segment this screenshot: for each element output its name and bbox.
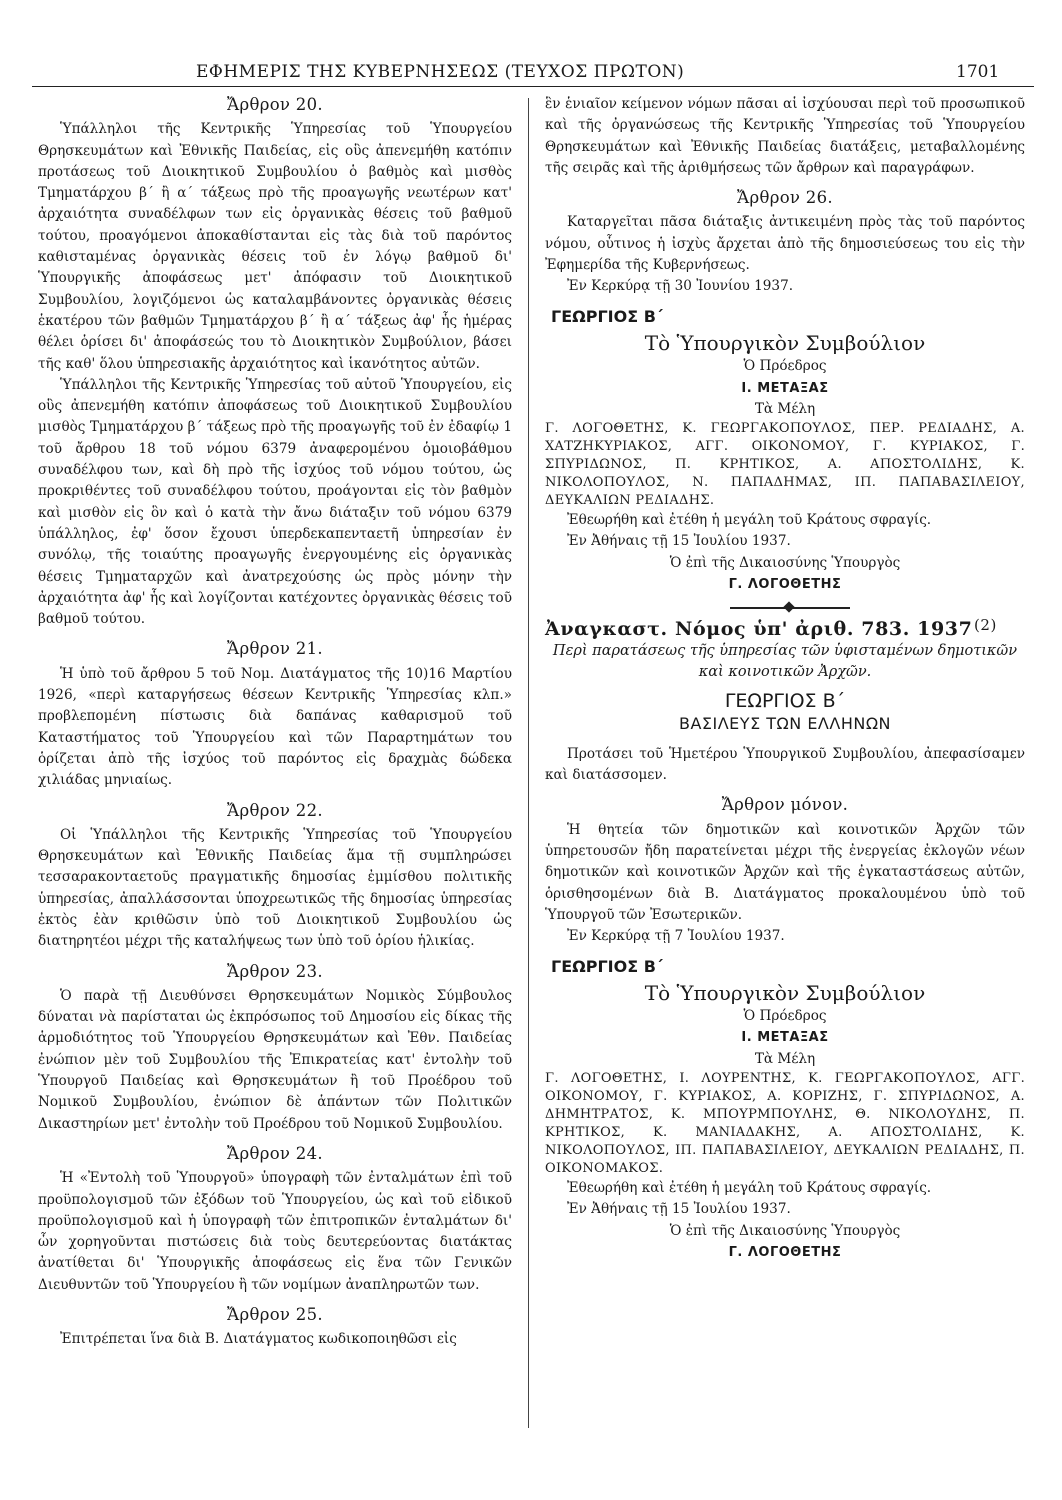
- article-20-heading: Ἄρθρον 20.: [227, 95, 323, 114]
- law-marker: (2): [973, 616, 997, 635]
- king-signature-1: ΓΕΩΡΓΙΟΣ Β΄: [551, 306, 663, 326]
- president-label-2: Ὁ Πρόεδρος: [743, 1008, 827, 1025]
- article-26-paragraph: Καταργεῖται πᾶσα διάταξις ἀντικειμένη πρὸς τὰς τοῦ παρόντος νόμου, οὗτινος ἡ ἰσχὺς ἄρχεται ἀπὸ τῆς δημοσιεύσεως του εἰς τὴν Ἐφημερίδα τῆς Κυβερνήσεως.: [545, 214, 1025, 274]
- article-26-heading: Ἄρθρον 26.: [737, 188, 833, 208]
- seal-note-1: Ἐθεωρήθη καὶ ἐτέθη ἡ μεγάλη τοῦ Κράτους σφραγίς.: [567, 512, 932, 529]
- king-title-2: ΒΑΣΙΛΕΥΣ ΤΩΝ ΕΛΛΗΝΩΝ: [678, 713, 892, 733]
- header-rule: [32, 86, 1034, 87]
- column-divider: [528, 98, 529, 1428]
- page-number: 1701: [956, 62, 1000, 82]
- law-title-text: Ἀναγκαστ. Νόμος ὑπ' ἀριθ. 783. 1937: [545, 618, 973, 641]
- article-21-paragraph: Ἡ ὑπὸ τοῦ ἄρθρου 5 τοῦ Νομ. Διατάγματος τῆς 10)16 Μαρτίου 1926, «περὶ καταργήσεως θέσεων Κεντρικῆς Ὑπηρεσίας κλπ.» προβλεπομένη πίστωσις διὰ δαπάνας καθαρισμοῦ τοῦ Καταστήματος τοῦ Ὑπουργείου καὶ τῶν Παραρτημάτων του ὁρίζεται ἀπὸ τῆς ἰσχύος τοῦ παρόντος εἰς δραχμὰς δώδεκα χιλιάδας μηνιαίως.: [38, 665, 512, 789]
- article-24-paragraph: Ἡ «Ἐντολὴ τοῦ Ὑπουργοῦ» ὑπογραφὴ τῶν ἐνταλμάτων ἐπὶ τοῦ προϋπολογισμοῦ τῶν ἐξόδων τοῦ Ὑπουργείου, ὡς καὶ τοῦ εἰδικοῦ προϋπολογισμοῦ καὶ ἡ ὑπογραφὴ τῶν ἐπιτροπικῶν ἐνταλμάτων δι' ὧν χορηγοῦνται πιστώσεις διὰ τοὺς δευτερεύοντας διατάκτας ἀνατίθεται δι' Ὑπουργικῆς ἀποφάσεως εἰς ἕνα τῶν Γενικῶν Διευθυντῶν τοῦ Ὑπουργείου ἢ τῶν νομίμων ἀναπληρωτῶν των.: [38, 1170, 512, 1293]
- king-name-2: ΓΕΩΡΓΙΟΣ Β΄: [724, 690, 846, 713]
- sole-article-heading: Ἄρθρον μόνον.: [721, 795, 849, 815]
- minister-name-1: Γ. ΛΟΓΟΘΕΤΗΣ: [728, 577, 842, 593]
- section-ornament: [545, 601, 1025, 615]
- members-list-1: Γ. ΛΟΓΟΘΕΤΗΣ, Κ. ΓΕΩΡΓΑΚΟΠΟΥΛΟΣ, ΠΕΡ. ΡΕΔΙΑΔΗΣ, Α. ΧΑΤΖΗΚΥΡΙΑΚΟΣ, ΑΓΓ. ΟΙΚΟΝΟΜΟΥ, Γ. ΚΥΡΙΑΚΟΣ, Γ. ΣΠΥΡΙΔΩΝΟΣ, Π. ΚΡΗΤΙΚΟΣ, Α. ΑΠΟΣΤΟΛΙΔΗΣ, Κ. ΝΙΚΟΛΟΠΟΥΛΟΣ, Ν. ΠΑΠΑΔΗΜΑΣ, ΙΠ. ΠΑΠΑΒΑΣΙΛΕΙΟΥ, ΔΕΥΚΑΛΙΩΝ ΡΕΔΙΑΔΗΣ.: [545, 421, 1025, 509]
- minister-name-2: Γ. ΛΟΓΟΘΕΤΗΣ: [728, 1244, 842, 1260]
- members-label-1: Τὰ Μέλη: [754, 400, 816, 417]
- place-date-corfu-1: Ἐν Κερκύρᾳ τῇ 30 Ἰουνίου 1937.: [567, 278, 794, 295]
- minister-label-2: Ὁ ἐπὶ τῆς Δικαιοσύνης Ὑπουργὸς: [669, 1222, 901, 1239]
- article-20-paragraph-1: Ὑπάλληλοι τῆς Κεντρικῆς Ὑπηρεσίας τοῦ Ὑπουργείου Θρησκευμάτων καὶ Ἐθνικῆς Παιδείας, εἰς οὓς ἀπενεμήθη κατόπιν προτάσεως τοῦ Διοικητικοῦ Συμβουλίου ὁ βαθμὸς καὶ μισθὸς Τμηματάρχου β΄ ἢ α΄ τάξεως πρὸ τῆς προαγωγῆς νεωτέρων κατ' ἀρχαιότητα συναδέλφων των εἰς ὀργανικὰς θέσεις τοῦ βαθμοῦ τούτου, προαγόμενοι ἀποκαθίστανται εἰς τὰς διὰ τοῦ παρόντος καθισταμένας ὀργανικὰς θέσεις τοῦ ἐν λόγῳ βαθμοῦ δι' Ὑπουργικῆς ἀποφάσεως μετ' ἀπόφασιν τοῦ Διοικητικοῦ Συμβουλίου, λογιζόμενοι ὡς καταλαμβάνοντες ὀργανικὰς θέσεις ἑκατέρου τῶν βαθμῶν Τμηματάρχου β΄ ἢ α΄ τάξεως ἀφ' ἧς ἡμέρας θέλει ὁρίσει δι' ἀποφάσεώς του τὸ Διοικητικὸν Συμβούλιον, βάσει τῆς καθ' ὅλου ὑπηρεσιακῆς ἀρχαιότητος καὶ ἱκανότητος αὐτῶν.: [38, 121, 512, 372]
- place-date-corfu-2: Ἐν Κερκύρᾳ τῇ 7 Ἰουλίου 1937.: [567, 928, 785, 945]
- law-subject: Περὶ παρατάσεως τῆς ὑπηρεσίας τῶν ὑφισταμένων δημοτικῶν καὶ κοινοτικῶν Ἀρχῶν.: [552, 642, 1018, 680]
- athens-date-2: Ἐν Ἀθήναις τῇ 15 Ἰουλίου 1937.: [567, 1201, 791, 1218]
- continuation-paragraph: ἓν ἑνιαῖον κείμενον νόμων πᾶσαι αἱ ἰσχύουσαι περὶ τοῦ προσωπικοῦ καὶ τῆς ὀργανώσεως τῆς Κεντρικῆς Ὑπηρεσίας τοῦ Ὑπουργείου Θρησκευμάτων καὶ Ἐθνικῆς Παιδείας διατάξεις, μεταβαλλομένης τῆς σειρᾶς καὶ τῆς ἀριθμήσεως τῶν ἄρθρων καὶ παραγράφων.: [545, 96, 1025, 176]
- members-label-2: Τὰ Μέλη: [754, 1050, 816, 1067]
- council-heading-1: Τὸ Ὑπουργικὸν Συμβούλιον: [644, 330, 926, 355]
- ornament-diamond-icon: [783, 602, 794, 613]
- article-21-heading: Ἄρθρον 21.: [227, 639, 323, 659]
- president-label-1: Ὁ Πρόεδρος: [743, 358, 827, 375]
- king-signature-3: ΓΕΩΡΓΙΟΣ Β΄: [551, 956, 663, 976]
- article-25-paragraph: Ἐπιτρέπεται ἵνα διὰ Β. Διατάγματος κωδικοποιηθῶσι εἰς: [60, 1331, 457, 1348]
- law-title: [545, 616, 1025, 641]
- left-column: [38, 94, 512, 1351]
- president-name-2: Ι. ΜΕΤΑΞΑΣ: [741, 1030, 829, 1046]
- article-23-paragraph: Ὁ παρὰ τῇ Διευθύνσει Θρησκευμάτων Νομικὸς Σύμβουλος δύναται νὰ παρίσταται ὡς ἐκπρόσωπος τοῦ Δημοσίου εἰς δίκας τῆς ἁρμοδιότητος τοῦ Ὑπουργείου Θρησκευμάτων καὶ Ἐθν. Παιδείας ἐνώπιον μὲν τοῦ Συμβουλίου τῆς Ἐπικρατείας κατ' ἐντολὴν τοῦ Ὑπουργοῦ Παιδείας καὶ Θρησκευμάτων ἢ τοῦ Προέδρου τοῦ Νομικοῦ Συμβουλίου, ἐνώπιον δὲ ἁπάντων τῶν Πολιτικῶν Δικαστηρίων μετ' ἐντολὴν τοῦ Προέδρου τοῦ Νομικοῦ Συμβουλίου.: [38, 987, 512, 1132]
- article-20-paragraph-2: Ὑπάλληλοι τῆς Κεντρικῆς Ὑπηρεσίας τοῦ αὐτοῦ Ὑπουργείου, εἰς οὓς ἀπενεμήθη κατόπιν ἀποφάσεως τοῦ Διοικητικοῦ Συμβουλίου μισθὸς Τμηματάρχου β΄ τάξεως πρὸ τῆς προαγωγῆς τοῦ ἐν ἐδαφίῳ 1 τοῦ ἄρθρου 18 τοῦ νόμου 6379 ἀναφερομένου ὁμοιοβάθμου συναδέλφου των, καὶ δὴ πρὸ τῆς ἰσχύος τοῦ νόμου τούτου, ὡς προκριθέντες τοῦ συναδέλφου τούτου, προάγονται εἰς τὸν βαθμὸν καὶ μισθὸν εἰς ὃν καὶ ὁ κατὰ τὴν ἄνω διάταξιν τοῦ νόμου 6379 ὑπάλληλος, ἐφ' ὅσον ἔχουσι ὑπερδεκαπενταετῆ ὑπηρεσίαν ἐν συνόλῳ, τῆς τοιαύτης προαγωγῆς ἐνεργουμένης εἰς ὀργανικὰς θέσεις Τμηματαρχῶν καὶ ἀνατρεχούσης ὡς πρὸς μόνην τὴν ἀρχαιότητα ἀφ' ἧς καὶ λογίζονται κατέχοντες ὀργανικὰς θέσεις τοῦ βαθμοῦ τούτου.: [38, 376, 512, 628]
- article-25-heading: Ἄρθρον 25.: [227, 1305, 323, 1325]
- proposal-paragraph: Προτάσει τοῦ Ἡμετέρου Ὑπουργικοῦ Συμβουλίου, ἀπεφασίσαμεν καὶ διατάσσομεν.: [545, 745, 1025, 784]
- article-24-heading: Ἄρθρον 24.: [227, 1143, 323, 1163]
- article-23-heading: Ἄρθρον 23.: [227, 961, 323, 981]
- seal-note-2: Ἐθεωρήθη καὶ ἐτέθη ἡ μεγάλη τοῦ Κράτους σφραγίς.: [567, 1179, 932, 1196]
- right-column: [545, 94, 1025, 1263]
- council-heading-2: Τὸ Ὑπουργικὸν Συμβούλιον: [644, 980, 926, 1005]
- sole-article-paragraph: Ἡ θητεία τῶν δημοτικῶν καὶ κοινοτικῶν Ἀρχῶν τῶν ὑπηρετουσῶν ἤδη παρατείνεται μέχρι τῆς ἐνεργείας ἐκλογῶν νέων δημοτικῶν καὶ κοινοτικῶν Ἀρχῶν καὶ τῆς ἐγκαταστάσεως αὐτῶν, ὁρισθησομένων διὰ Β. Διατάγματος προκαλουμένου ὑπὸ τοῦ Ὑπουργοῦ τῶν Ἐσωτερικῶν.: [545, 821, 1025, 923]
- article-22-paragraph: Οἱ Ὑπάλληλοι τῆς Κεντρικῆς Ὑπηρεσίας τοῦ Ὑπουργείου Θρησκευμάτων καὶ Ἐθνικῆς Παιδείας ἅμα τῇ συμπληρώσει τεσσαρακονταετοῦς πραγματικῆς δημοσίας ἐμμίσθου πολιτικῆς ὑπηρεσίας, ἀπαλλάσσονται ὑποχρεωτικῶς τῆς δημοσίας ὑπηρεσίας ἐκτὸς ἐὰν κριθῶσιν ὑπὸ τοῦ Διοικητικοῦ Συμβουλίου ὡς διατηρητέοι μέχρι τῆς καταλήψεως των ὑπὸ τοῦ ὁρίου ἡλικίας.: [38, 826, 512, 950]
- president-name-1: Ι. ΜΕΤΑΞΑΣ: [741, 380, 829, 396]
- athens-date-1: Ἐν Ἀθήναις τῇ 15 Ἰουλίου 1937.: [567, 533, 791, 550]
- members-list-2: Γ. ΛΟΓΟΘΕΤΗΣ, Ι. ΛΟΥΡΕΝΤΗΣ, Κ. ΓΕΩΡΓΑΚΟΠΟΥΛΟΣ, ΑΓΓ. ΟΙΚΟΝΟΜΟΥ, Γ. ΚΥΡΙΑΚΟΣ, Α. ΚΟΡΙΖΗΣ, Γ. ΣΠΥΡΙΔΩΝΟΣ, Α. ΔΗΜΗΤΡΑΤΟΣ, Κ. ΜΠΟΥΡΜΠΟΥΛΗΣ, Θ. ΝΙΚΟΛΟΥΔΗΣ, Π. ΚΡΗΤΙΚΟΣ, Κ. ΜΑΝΙΑΔΑΚΗΣ, Α. ΑΠΟΣΤΟΛΙΔΗΣ, Κ. ΝΙΚΟΛΟΠΟΥΛΟΣ, ΙΠ. ΠΑΠΑΒΑΣΙΛΕΙΟΥ, ΔΕΥΚΑΛΙΩΝ ΡΕΔΙΑΔΗΣ, Π. ΟΙΚΟΝΟΜΑΚΟΣ.: [545, 1070, 1025, 1176]
- article-22-heading: Ἄρθρον 22.: [227, 800, 323, 820]
- page-header: [0, 0, 1062, 94]
- minister-label-1: Ὁ ἐπὶ τῆς Δικαιοσύνης Ὑπουργὸς: [669, 554, 901, 571]
- gazette-title: ΕΦΗΜΕΡΙΣ ΤΗΣ ΚΥΒΕΡΝΗΣΕΩΣ (ΤΕΥΧΟΣ ΠΡΩΤΟΝ): [196, 62, 685, 82]
